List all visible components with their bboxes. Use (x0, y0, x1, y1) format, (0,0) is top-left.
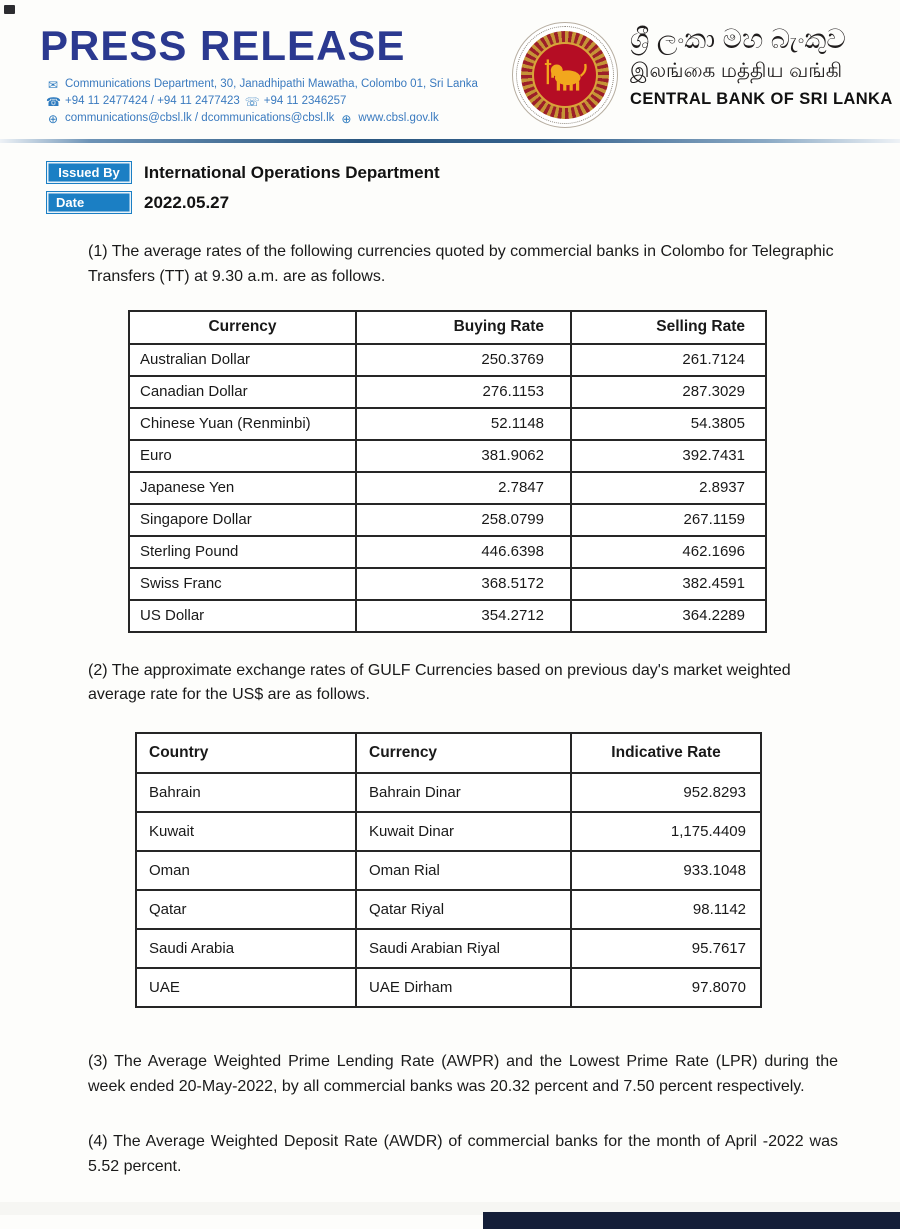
table-cell: Kuwait (136, 812, 356, 851)
table-row (136, 890, 761, 929)
central-bank-seal-logo (512, 22, 618, 128)
paragraph-3: (3) The Average Weighted Prime Lending Rate (AWPR) and the Lowest Prime Rate (LPR) during the week ended 20-May-2022, by all commercial banks was 20.32 percent and 7.50 percent respectively. (88, 1053, 838, 1095)
table-cell: 933.1048 (571, 851, 761, 890)
table-cell: 54.3805 (571, 408, 766, 440)
table-cell: 354.2712 (356, 600, 571, 632)
table-cell: US Dollar (129, 600, 356, 632)
table-row (136, 851, 761, 890)
envelope-icon: ✉ (47, 77, 59, 92)
table-cell: 2.8937 (571, 472, 766, 504)
table-cell: 2.7847 (356, 472, 571, 504)
page-title: PRESS RELEASE (40, 22, 406, 69)
bank-name-sinhala: ශ්‍රී ලංකා මහ බැංකුව (630, 24, 846, 54)
table-row (129, 344, 766, 376)
table-cell: Qatar (136, 890, 356, 929)
contact-phone-row (46, 93, 478, 110)
table-cell: 1,175.4409 (571, 812, 761, 851)
column-header: Indicative Rate (571, 733, 761, 773)
contact-email-row (46, 110, 478, 127)
paragraph-1: (1) The average rates of the following currencies quoted by commercial banks in Colombo for Telegraphic Transfers (TT) at 9.30 a.m. are as follows. (88, 243, 834, 285)
contact-emails: communications@cbsl.lk / dcommunications@cbsl.lk (65, 112, 335, 124)
table-row (129, 504, 766, 536)
column-header: Currency (129, 311, 356, 344)
footer-navy-bar (483, 1212, 900, 1229)
table-cell: Singapore Dollar (129, 504, 356, 536)
table-cell: Kuwait Dinar (356, 812, 571, 851)
table-header-row (129, 311, 766, 344)
table-cell: UAE Dirham (356, 968, 571, 1007)
table-cell: Japanese Yen (129, 472, 356, 504)
column-header: Country (136, 733, 356, 773)
table-row (129, 600, 766, 632)
issued-by-badge: Issued By (46, 161, 132, 184)
table-cell: Oman Rial (356, 851, 571, 890)
table-row (129, 408, 766, 440)
table-header-row (136, 733, 761, 773)
bank-name-block (630, 26, 893, 108)
date-badge: Date (46, 191, 132, 214)
column-header: Selling Rate (571, 311, 766, 344)
lion-with-sword-icon (543, 58, 587, 92)
contact-block (46, 76, 478, 127)
meta-section (46, 161, 900, 214)
table-cell: Chinese Yuan (Renminbi) (129, 408, 356, 440)
website-globe-icon: ⊕ (341, 111, 352, 126)
header-divider-line (0, 139, 900, 143)
issued-by-row (46, 161, 900, 184)
paragraph-4: (4) The Average Weighted Deposit Rate (AWDR) of commercial banks for the month of April -2022 was 5.52 percent. (88, 1132, 838, 1175)
table-cell: Canadian Dollar (129, 376, 356, 408)
table-row (136, 812, 761, 851)
table-row (136, 968, 761, 1007)
table-cell: 276.1153 (356, 376, 571, 408)
table-row (129, 472, 766, 504)
contact-address-row (46, 76, 478, 93)
table-row (129, 440, 766, 472)
table-cell: Bahrain (136, 773, 356, 812)
phone-icon: ☎ (46, 94, 61, 109)
table-cell: Saudi Arabian Riyal (356, 929, 571, 968)
column-header: Currency (356, 733, 571, 773)
seal-core (532, 42, 598, 108)
table-cell: 98.1142 (571, 890, 761, 929)
bank-name-english: CENTRAL BANK OF SRI LANKA (630, 90, 893, 108)
table-cell: 392.7431 (571, 440, 766, 472)
table-cell: 462.1696 (571, 536, 766, 568)
date-value: 2022.05.27 (144, 192, 230, 212)
gulf-exchange-rates-table (135, 732, 762, 1008)
table-row (136, 773, 761, 812)
table-cell: 381.9062 (356, 440, 571, 472)
document-header (0, 0, 900, 141)
table-cell: Swiss Franc (129, 568, 356, 600)
table-cell: Bahrain Dinar (356, 773, 571, 812)
table-cell: Sterling Pound (129, 536, 356, 568)
table-cell: 364.2289 (571, 600, 766, 632)
table-cell: UAE (136, 968, 356, 1007)
table-cell: Oman (136, 851, 356, 890)
table-cell: 368.5172 (356, 568, 571, 600)
table-cell: 267.1159 (571, 504, 766, 536)
table-cell: 446.6398 (356, 536, 571, 568)
issued-by-value: International Operations Department (144, 162, 440, 182)
table-cell: 52.1148 (356, 408, 571, 440)
column-header: Buying Rate (356, 311, 571, 344)
tt-exchange-rates-table (128, 310, 767, 633)
table-cell: 250.3769 (356, 344, 571, 376)
table-cell: 95.7617 (571, 929, 761, 968)
table-cell: Australian Dollar (129, 344, 356, 376)
paragraph-2: (2) The approximate exchange rates of GULF Currencies based on previous day's market weighted average rate for the US$ are as follows. (88, 661, 791, 704)
table-cell: 952.8293 (571, 773, 761, 812)
bank-name-tamil: இலங்கை மத்திய வங்கி (630, 60, 843, 82)
table-cell: Saudi Arabia (136, 929, 356, 968)
fax-icon: ☏ (244, 94, 260, 109)
table-cell: 382.4591 (571, 568, 766, 600)
date-row (46, 191, 900, 214)
table-row (129, 536, 766, 568)
table-cell: Euro (129, 440, 356, 472)
table-cell: Qatar Riyal (356, 890, 571, 929)
contact-website: www.cbsl.gov.lk (358, 112, 439, 124)
contact-fax: +94 11 2346257 (263, 95, 347, 107)
table-cell: 97.8070 (571, 968, 761, 1007)
globe-icon: ⊕ (47, 111, 59, 126)
contact-phones: +94 11 2477424 / +94 11 2477423 (65, 95, 240, 107)
contact-address: Communications Department, 30, Janadhipathi Mawatha, Colombo 01, Sri Lanka (65, 78, 478, 90)
table-row (136, 929, 761, 968)
table-cell: 287.3029 (571, 376, 766, 408)
table-cell: 258.0799 (356, 504, 571, 536)
table-row (129, 376, 766, 408)
table-cell: 261.7124 (571, 344, 766, 376)
table-row (129, 568, 766, 600)
